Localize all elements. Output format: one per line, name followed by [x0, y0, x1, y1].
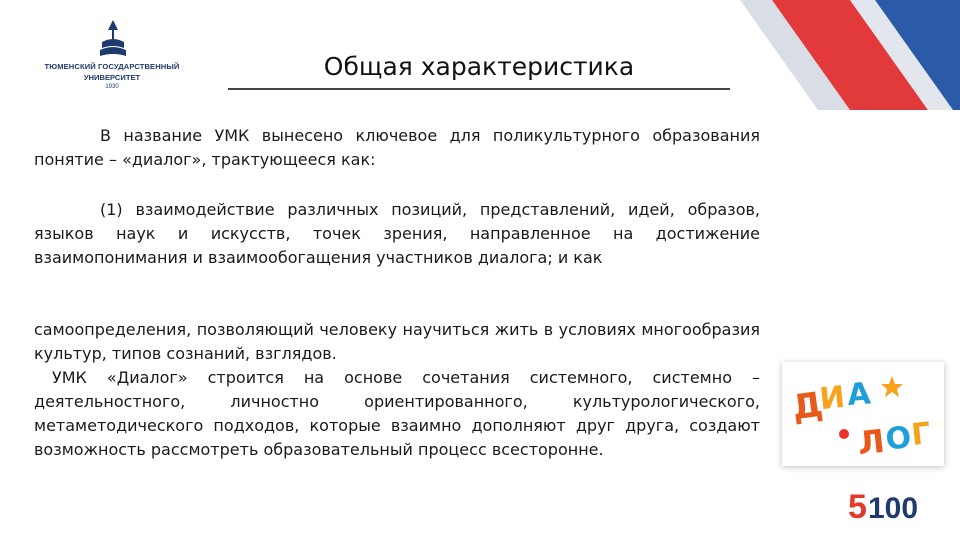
paragraph-umk-approach: УМК «Диалог» строится на основе сочетания системного, системно – деятельностного, личностно ориентированного, культурологического, метаметодического подходов, которые взаимно дополняют друг друга, создают возможность рассмотреть образовательный процесс всесторонне.: [34, 368, 760, 459]
dialog-logo-star: [881, 376, 903, 397]
logo-5100-digits: 100: [868, 492, 919, 524]
slide-title: Общая характеристика: [323, 52, 635, 81]
university-name-line1: ТЮМЕНСКИЙ ГОСУДАРСТВЕННЫЙ: [44, 62, 180, 71]
dialog-logo-bottom-text: Л: [856, 421, 887, 463]
university-logo: [32, 18, 192, 90]
paragraph-self-determination: самоопределения, позволяющий человеку научиться жить в условиях многообразия культур, типов сознаний, взглядов.: [34, 320, 760, 363]
university-emblem-icon: [98, 18, 128, 60]
corner-stripes-decoration: [700, 0, 960, 110]
paragraph-interaction: (1) взаимодействие различных позиций, представлений, идей, образов, языков наук и искусств, точек зрения, направленное на достижение взаимопонимания и взаимообогащения участников диалога; и как: [34, 200, 760, 267]
dialog-logo-bottom-text-2: О: [883, 420, 913, 458]
dialog-logo-bottom-text-3: Г: [909, 416, 933, 453]
dialog-logo-card: [782, 362, 944, 466]
dialog-logo-top-text-2: И: [817, 379, 847, 418]
university-year: 1930: [105, 84, 119, 90]
dialog-logo-top-text-3: А: [846, 376, 872, 413]
title-underline: [228, 88, 730, 90]
paragraph-dialog-definition: В название УМК вынесено ключевое для поликультурного образования понятие – «диалог», трактующееся как:: [34, 126, 760, 169]
dialog-logo-dot: [839, 429, 849, 439]
logo-5100-icon: [848, 484, 944, 524]
dialog-logo-top-text: Д: [789, 384, 826, 429]
university-name-line2: УНИВЕРСИТЕТ: [83, 73, 141, 82]
logo-5100-five: 5: [848, 488, 867, 524]
dialog-logo-icon: [782, 362, 944, 466]
